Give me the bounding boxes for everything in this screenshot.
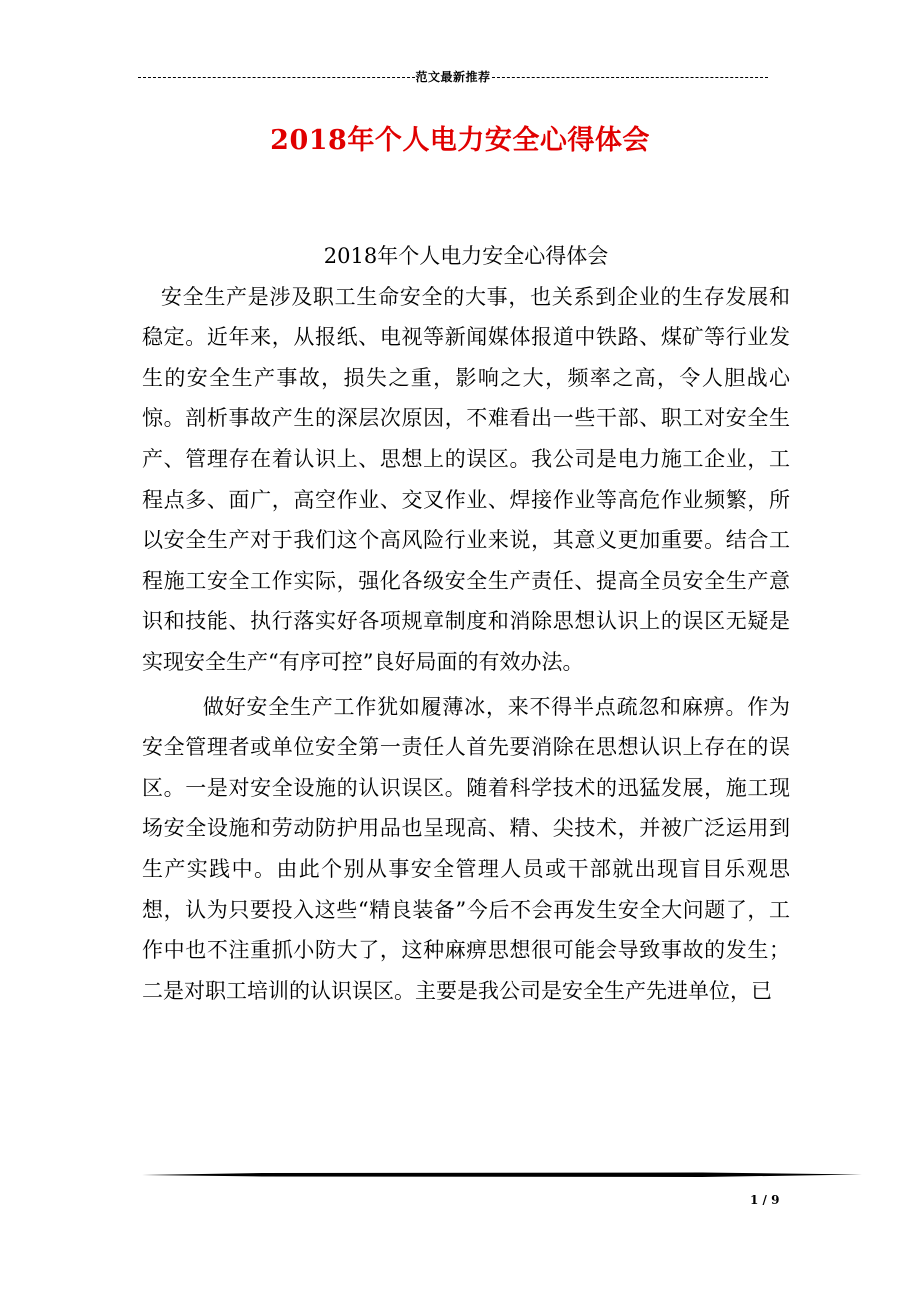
document-title: 2018年个人电力安全心得体会	[270, 125, 650, 156]
page-header	[138, 66, 768, 86]
header-text: 范文最新推荐	[415, 69, 491, 84]
document-body	[142, 236, 790, 1011]
header-dash-left	[138, 77, 415, 78]
header-dash-right	[492, 77, 769, 78]
paragraph-2: 做好安全生产工作犹如履薄冰，来不得半点疏忽和麻痹。作为安全管理者或单位安全第一责任人首先要消除在思想认识上存在的误区。一是对安全设施的认识误区。随着科学技术的迅猛发展，施工现场安全设施和劳动防护用品也呈现高、精、尖技术，并被广泛运用到生产实践中。由此个别从事安全管理人员或干部就出现盲目乐观思想，认为只要投入这些“精良装备”今后不会再发生安全大问题了，工作中也不注重抓小防大了，这种麻痹思想很可能会导致事故的发生；二是对职工培训的认识误区。主要是我公司是安全生产先进单位，已	[142, 694, 790, 1003]
paragraph-1: 安全生产是涉及职工生命安全的大事，也关系到企业的生存发展和稳定。近年来，从报纸、电视等新闻媒体报道中铁路、煤矿等行业发生的安全生产事故，损失之重，影响之大，频率之高，令人胆战心惊。剖析事故产生的深层次原因，不难看出一些干部、职工对安全生产、管理存在着认识上、思想上的误区。我公司是电力施工企业，工程点多、面广，高空作业、交叉作业、焊接作业等高危作业频繁，所以安全生产对于我们这个高风险行业来说，其意义更加重要。结合工程施工安全工作实际，强化各级安全生产责任、提高全员安全生产意识和技能、执行落实好各项规章制度和消除思想认识上的误区无疑是实现安全生产“有序可控”良好局面的有效办法。	[142, 284, 790, 674]
footer-divider-line	[142, 1172, 862, 1178]
footer-divider	[142, 1172, 862, 1178]
page-number: 1 / 9	[750, 1193, 780, 1207]
document-subtitle: 2018年个人电力安全心得体会	[323, 244, 609, 268]
